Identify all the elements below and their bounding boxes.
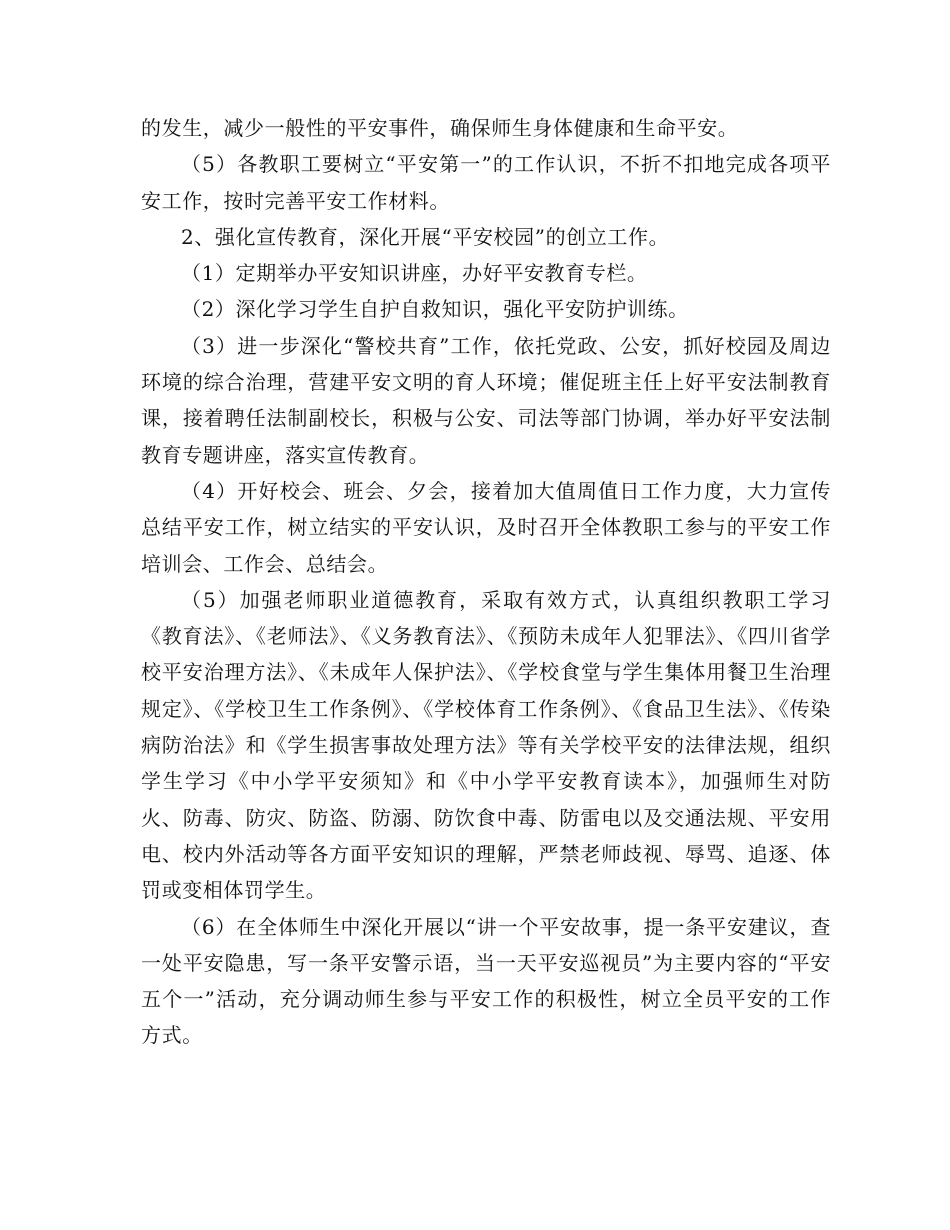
paragraph-item-3-police-school: （3）进一步深化“警校共育”工作，依托党政、公安，抓好校园及周边环境的综合治理，营建平安文明的育人环境；催促班主任上好平安法制教育课，接着聘任法制副校长，积极与公安、司法等部门协调，举办好平安法制教育专题讲座，落实宣传教育。 xyxy=(141,333,831,467)
paragraph-item-4-meetings: （4）开好校会、班会、夕会，接着加大值周值日工作力度，大力宣传总结平安工作，树立结实的平安认识，及时召开全体教职工参与的平安工作培训会、工作会、总结会。 xyxy=(141,478,831,576)
paragraph-item-1-lectures: （1）定期举办平安知识讲座，办好平安教育专栏。 xyxy=(181,261,648,286)
paragraph-item-5-ethics-education: （5）加强老师职业道德教育，采取有效方式，认真组织教职工学习《教育法》、《老师法》、《义务教育法》、《预防未成年人犯罪法》、《四川省学校平安治理方法》、《未成年人保护法》、《学校食堂与学生集体用餐卫生治理规定》、《学校卫生工作条例》、《学校体育工作条例》、《食品卫生法》、《传染病防治法》和《学生损害事故处理方法》等有关学校平安的法律法规，组织学生学习《中小学平安须知》和《中小学平安教育读本》，加强师生对防火、防毒、防灾、防盗、防溺、防饮食中毒、防雷电以及交通法规、平安用电、校内外活动等各方面平安知识的理解，严禁老师歧视、辱骂、追逐、体罚或变相体罚学生。 xyxy=(141,587,831,903)
paragraph-continuation: 的发生，减少一般性的平安事件，确保师生身体健康和生命平安。 xyxy=(141,116,739,140)
paragraph-item-5-staff-awareness: （5）各教职工要树立“平安第一”的工作认识，不折不扣地完成各项平安工作，按时完善平安工作材料。 xyxy=(141,152,831,213)
document-body xyxy=(141,110,831,1054)
paragraph-item-2-self-protection: （2）深化学习学生自护自救知识，强化平安防护训练。 xyxy=(181,297,689,322)
paragraph-item-6-five-ones-activity: （6）在全体师生中深化开展以“讲一个平安故事，提一条平安建议，查一处平安隐患，写一条平安警示语，当一天平安巡视员”为主要内容的“平安五个一”活动，充分调动师生参与平安工作的积极性，树立全员平安的工作方式。 xyxy=(141,914,831,1048)
section-heading-2-publicity-education: 2、强化宣传教育，深化开展“平安校园”的创立工作。 xyxy=(181,224,670,249)
